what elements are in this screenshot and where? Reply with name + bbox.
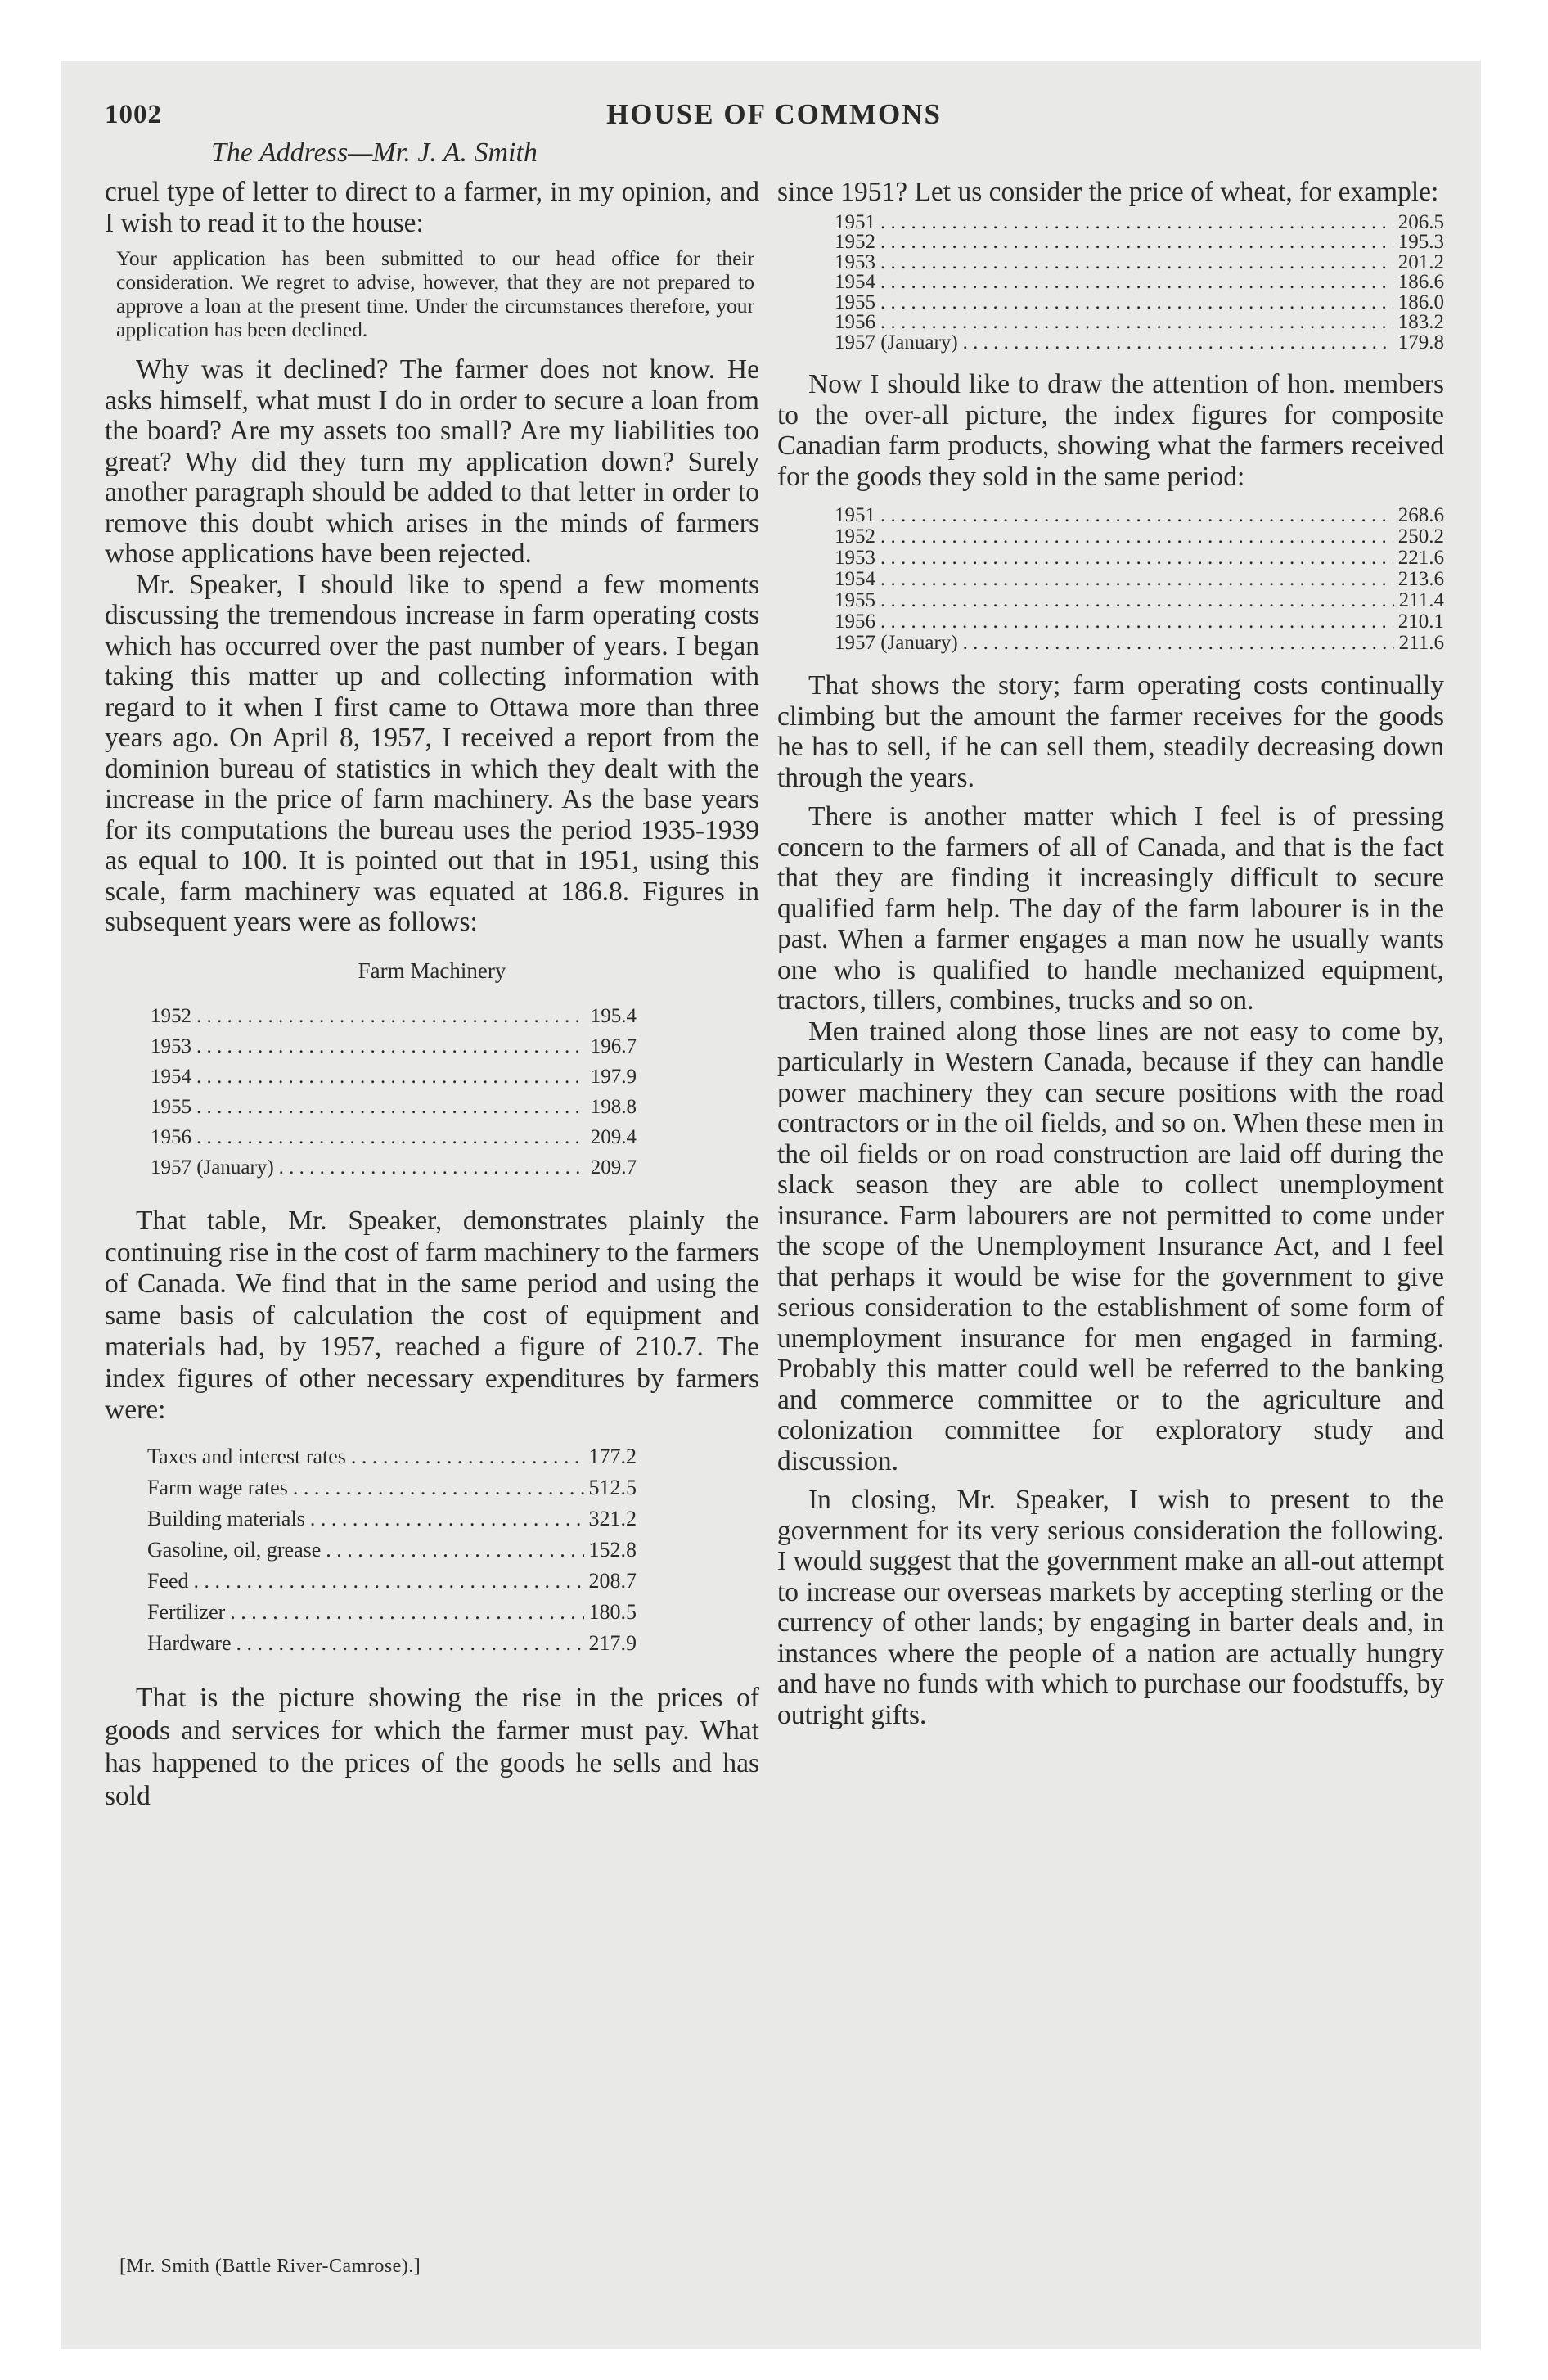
table-row: Hardware . . . 217.9 <box>147 1628 637 1659</box>
table-row: Feed . . . 208.7 <box>147 1566 637 1597</box>
right-paragraph-6: In closing, Mr. Speaker, I wish to present to the government for its very serious consideration the following. I would suggest that the government make an all-out attempt to increase our overseas markets by accepting sterling or the currency of other lands; by engaging in barter deals and, in instances where the people of a nation are actually hungry and have no funds with which to purchase our foodstuffs, by outright gifts. <box>777 1485 1444 1730</box>
table-row: 1955 . . . 211.4 <box>835 590 1444 611</box>
table-row: 1952 . . . 195.4 <box>151 1001 637 1031</box>
table-row: 1953 . . . 201.2 <box>835 253 1444 273</box>
table-row: 1957 (January) . . . 209.7 <box>151 1152 637 1183</box>
left-paragraph-3: Mr. Speaker, I should like to spend a few moments discussing the tremendous increase in farm operating costs which has occurred over the past number of years. I began taking this matter up and collecting information with regard to it when I first came to Ottawa more than three years ago. On April 8, 1957, I received a report from the dominion bureau of statistics in which they dealt with the increase in the price of farm machinery. As the base years for its computations the bureau uses the period 1935-1939 as equal to 100. It is pointed out that in 1951, using this scale, farm machinery was equated at 186.8. Figures in subsequent years were as follows: <box>105 569 759 937</box>
farm-products-table <box>835 505 1444 654</box>
left-paragraph-4: That table, Mr. Speaker, demonstrates plainly the continuing rise in the cost of farm machinery to the farmers of Canada. We find that in the same period and using the same basis of calculation the cost of equipment and materials had, by 1957, reached a figure of 210.7. The index figures of other necessary expenditures by farmers were: <box>105 1206 759 1425</box>
table-row: 1957 (January) . . . 211.6 <box>835 633 1444 654</box>
table-row: Building materials . . . 321.2 <box>147 1503 637 1535</box>
page-number: 1002 <box>105 100 162 129</box>
wheat-table <box>835 210 1444 354</box>
table-row: 1955 . . . 198.8 <box>151 1092 637 1122</box>
right-column <box>777 177 1444 1730</box>
table-row: Gasoline, oil, grease . . . 152.8 <box>147 1535 637 1566</box>
table-row: 1952 . . . 250.2 <box>835 526 1444 548</box>
table-row: 1953 . . . 221.6 <box>835 548 1444 569</box>
right-paragraph-3: That shows the story; farm operating costs continually climbing but the amount the farmer receives for the goods he has to sell, if he can sell them, steadily decreasing down through the years. <box>777 670 1444 793</box>
left-column <box>105 177 759 1813</box>
table-row: 1954 . . . 186.6 <box>835 273 1444 293</box>
table-row: 1951 . . . 268.6 <box>835 505 1444 526</box>
left-paragraph-1: cruel type of letter to direct to a farmer, in my opinion, and I wish to read it to the house: <box>105 177 759 238</box>
table-row: 1955 . . . 186.0 <box>835 293 1444 313</box>
table-row: Farm wage rates . . . 512.5 <box>147 1472 637 1503</box>
table-row: Fertilizer . . . 180.5 <box>147 1597 637 1628</box>
quoted-letter: Your application has been submitted to our head office for their consideration. We regret to advise, however, that they are not prepared to approve a loan at the present time. Under the circumstances therefore, your application has been declined. <box>116 246 754 341</box>
table-row: 1956 . . . 183.2 <box>835 313 1444 333</box>
left-paragraph-2: Why was it declined? The farmer does not know. He asks himself, what must I do in order to secure a loan from the board? Are my assets too small? Are my liabilities too great? Why did they turn my application down? Surely another paragraph should be added to that letter in order to remove this doubt which arises in the minds of farmers whose applications have been rejected. <box>105 354 759 569</box>
footnote: [Mr. Smith (Battle River-Camrose).] <box>119 2256 421 2277</box>
left-paragraph-5: That is the picture showing the rise in the prices of goods and services for which the farmer must pay. What has happened to the prices of the goods he sells and has sold <box>105 1682 759 1811</box>
expenditures-table <box>147 1441 637 1659</box>
machinery-table <box>151 1001 637 1183</box>
speaker-subhead: The Address—Mr. J. A. Smith <box>211 137 538 168</box>
right-paragraph-5: Men trained along those lines are not easy to come by, particularly in Western Canada, because if they can handle power machinery they can secure positions with the road contractors or in the oil fields, and so on. When these men in the oil fields or on road construction are laid off during the slack season they are able to collect unemployment insurance. Farm labourers are not permitted to come under the scope of the Unemployment Insurance Act, and I feel that perhaps it would be wise for the government to give serious consideration to the establishment of some form of unemployment insurance for men engaged in farming. Probably this matter could well be referred to the banking and commerce committee or to the agriculture and colonization committee for exploratory study and discussion. <box>777 1016 1444 1476</box>
page-title: HOUSE OF COMMONS <box>606 98 942 130</box>
machinery-table-title: Farm Machinery <box>358 958 506 983</box>
table-row: 1952 . . . 195.3 <box>835 232 1444 253</box>
table-row: 1957 (January) . . . 179.8 <box>835 333 1444 354</box>
table-row: 1954 . . . 197.9 <box>151 1062 637 1092</box>
right-paragraph-4: There is another matter which I feel is of pressing concern to the farmers of all of Canada, and that is the fact that they are finding it increasingly difficult to secure qualified farm help. The day of the farm labourer is in the past. When a farmer engages a man now he usually wants one who is qualified to handle mechanized equipment, tractors, tillers, combines, trucks and so on. <box>777 801 1444 1016</box>
table-row: 1954 . . . 213.6 <box>835 569 1444 590</box>
table-row: 1956 . . . 209.4 <box>151 1122 637 1152</box>
right-paragraph-2: Now I should like to draw the attention of hon. members to the over-all picture, the index figures for composite Canadian farm products, showing what the farmers received for the goods they sold in the same period: <box>777 369 1444 492</box>
table-row: 1951 . . . 206.5 <box>835 213 1444 233</box>
table-row: Taxes and interest rates . . . 177.2 <box>147 1441 637 1472</box>
table-row: 1956 . . . 210.1 <box>835 611 1444 633</box>
table-row: 1953 . . . 196.7 <box>151 1031 637 1062</box>
right-paragraph-1: since 1951? Let us consider the price of wheat, for example: <box>777 177 1439 207</box>
